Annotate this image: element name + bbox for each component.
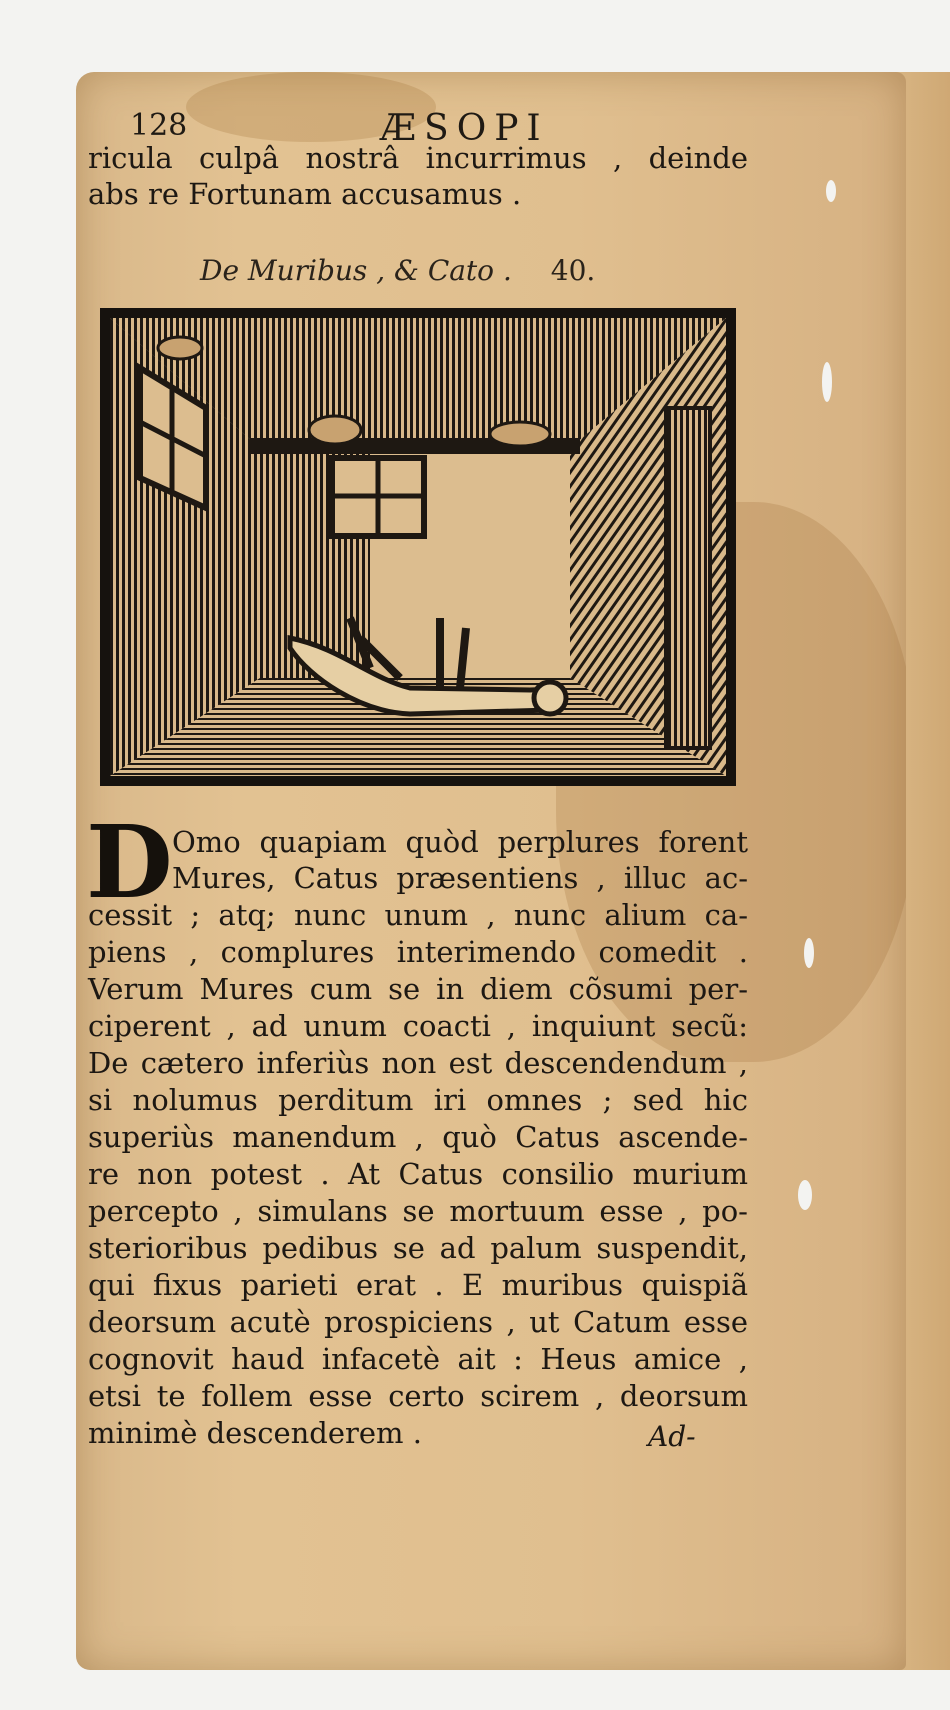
text-line: si nolumus perditum iri omnes ; sed hic (88, 1083, 748, 1117)
text-line: qui fixus parieti erat . E muribus quispiã (88, 1268, 748, 1302)
worm-hole (826, 180, 836, 202)
woodcut-illustration (100, 308, 736, 786)
text-line: superiùs manendum , quò Catus ascende- (88, 1120, 748, 1154)
page-number: 128 (130, 108, 188, 143)
text-line: abs re Fortunam accusamus . (88, 177, 522, 211)
text-line: Verum Mures cum se in diem cõsumi per- (88, 972, 748, 1006)
text-line: minimè descenderem . (88, 1416, 422, 1450)
text-line: deorsum acutè prospiciens , ut Catum esse (88, 1305, 748, 1339)
book-title: ÆSOPI (380, 108, 549, 149)
text-line: percepto , simulans se mortuum esse , po- (88, 1194, 748, 1228)
text-line: ricula culpâ nostrâ incurrimus , deinde (88, 141, 748, 175)
fable-number: 40. (550, 254, 596, 287)
worm-hole (822, 362, 832, 402)
text-line: piens , complures interimendo comedit . (88, 935, 748, 969)
drop-cap: D (86, 803, 173, 921)
text-line: De cætero inferiùs non est descendendum , (88, 1046, 748, 1080)
text-line: etsi te follem esse certo scirem , deorsum (88, 1379, 748, 1413)
text-line: Mures, Catus præsentiens , illuc ac- (172, 861, 748, 895)
text-line: sterioribus pedibus se ad palum suspendit, (88, 1231, 748, 1265)
worm-hole (804, 938, 814, 968)
text-line: Omo quapiam quòd perplures forent (172, 825, 748, 859)
text-line: ciperent , ad unum coacti , inquiunt secũ: (88, 1009, 748, 1043)
fable-title-line (200, 254, 650, 287)
text-line: re non potest . At Catus consilio murium (88, 1157, 748, 1191)
fable-title: De Muribus , & Cato . (200, 254, 512, 287)
text-line: cognovit haud infacetè ait : Heus amice , (88, 1342, 748, 1376)
catchword: Ad- (648, 1420, 696, 1453)
text-line: cessit ; atq; nunc unum , nunc alium ca- (88, 898, 748, 932)
room-with-cat-woodcut (110, 318, 726, 776)
worm-hole (798, 1180, 812, 1210)
